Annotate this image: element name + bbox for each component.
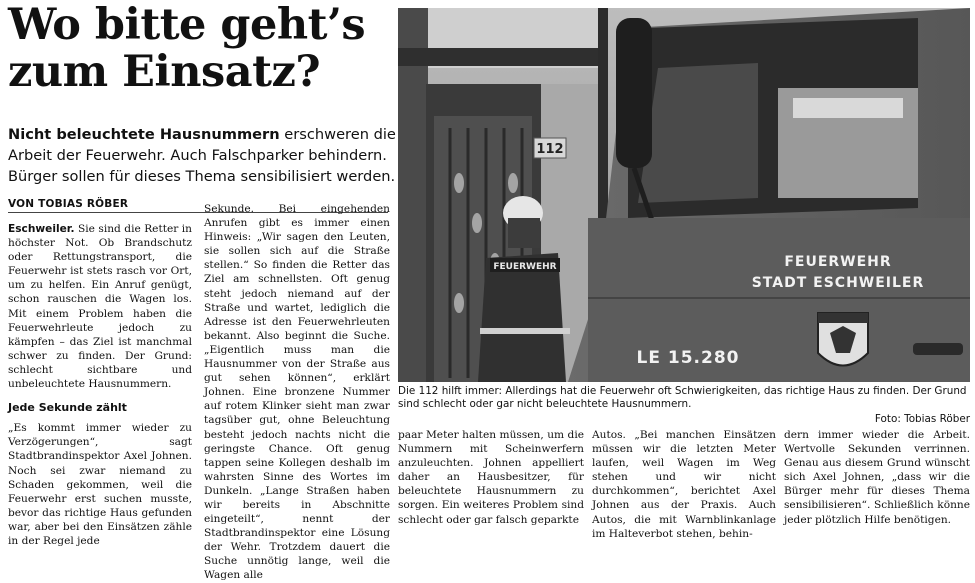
house-number: 112: [536, 142, 564, 157]
article-column-2: [204, 202, 390, 582]
paragraph-intro-text: Sie sind die Retter in höchster Not. Ob Brandschutz oder Rettungstransport, die Feuerwehr ist stets rasch vor Ort, um zu helfen. Ein Anruf genügt, schon rauschen die Wagen los. Mit einem Problem haben die Feuerwehrleute jedoch zu kämpfen – das Ziel ist manchmal schwer zu finden. Der Grund: schlecht sichtbare und unbeleuchtete Hausnummern.: [8, 223, 192, 391]
article-column-1: [8, 222, 192, 547]
truck-text-1: FEUERWEHR: [784, 254, 892, 270]
headline: [8, 2, 393, 96]
article-column-5: [784, 428, 970, 526]
truck-plate: LE 15.280: [636, 348, 740, 368]
vest-text: FEUERWEHR: [493, 262, 557, 272]
section-heading: Jede Sekunde zählt: [8, 401, 127, 415]
dateline: Eschweiler.: [8, 223, 75, 235]
photo-illustration: [398, 8, 970, 382]
photo-credit: Foto: Tobias Röber: [874, 413, 970, 425]
subheadline-lead: Nicht beleuchtete Hausnummern: [8, 126, 280, 143]
subheadline-rest: erschweren die Arbeit der Feuerwehr. Auch Falschparker behindern. Bürger sollen für dieses Thema sensibilisiert werden.: [8, 126, 396, 185]
paragraph-col3: paar Meter halten müssen, um die Nummern mit Scheinwerfern anzuleuchten. Johnen appelliert daher an Hausbesitzer, für beleuchtete Hausnummern zu sorgen. Ein weiteres Problem sind schlecht oder gar falsch geparkte: [398, 429, 584, 526]
subheadline: [8, 124, 398, 187]
article-column-3: [398, 428, 584, 526]
headline-line-2: zum Einsatz?: [8, 47, 321, 97]
coat-of-arms-icon: [818, 313, 868, 366]
paragraph-intro: [8, 222, 192, 391]
article-column-4: [592, 428, 776, 540]
photo-caption: Die 112 hilft immer: Allerdings hat die Feuerwehr oft Schwierigkeiten, das richtige Haus zu finden. Der Grund sind schlecht oder gar nicht beleuchtete Hausnummern.: [398, 385, 967, 410]
paragraph-col4: Autos. „Bei manchen Einsätzen müssen wir die letzten Meter laufen, weil Wagen im Weg stehen und wir nicht durchkommen“, berichtet Axel Johnen aus der Praxis. Auch Autos, die mit Warnblinkanlage im Halteverbot stehen, behin-: [592, 429, 776, 540]
byline: VON TOBIAS RÖBER: [8, 198, 129, 210]
paragraph-col5: dern immer wieder die Arbeit. Wertvolle Sekunden verrinnen. Genau aus diesem Grund wünscht sich Axel Johnen, „dass wir die Bürger mehr für dieses Thema sensibilisieren“. Schließlich könne jeder plötzlich Hilfe benötigen.: [784, 429, 970, 526]
truck-text-2: STADT ESCHWEILER: [751, 275, 925, 291]
article-photo: [398, 8, 970, 382]
headline-line-1: Wo bitte geht’s: [8, 0, 366, 50]
paragraph-quote: „Es kommt immer wieder zu Verzögerungen“, sagt Stadtbrandinspektor Axel Johnen. Noch sei zwar niemand zu Schaden gekommen, weil die Feuerwehr erst suchen musste, bevor das richtige Haus gefunden war, aber bei den Einsätzen zähle in der Regel jede: [8, 422, 192, 547]
paragraph-col2: Sekunde. Bei eingehenden Anrufen gibt es immer einen Hinweis: „Wir sagen den Leuten, sie sollen sich auf die Straße stellen.“ So finden die Retter das Ziel am schnellsten. Oft genug steht jedoch niemand auf der Straße und wartet, lediglich die Adresse ist den Feuerwehrleuten bekannt. Also beginnt die Suche. „Eigentlich muss man die Hausnummer von der Straße aus gut sehen können“, erklärt Johnen. Eine bronzene Nummer auf rotem Klinker sieht man zwar tagsüber gut, ohne Beleuchtung besteht jedoch nachts nicht die geringste Chance. Oft genug tappen seine Kollegen deshalb im wahrsten Sinne des Wortes im Dunkeln. „Lange Straßen haben wir bereits in Abschnitte eingeteilt“, nennt der Stadtbrandinspektor eine Lösung der Wehr. Trotzdem dauert die Suche unnötig lange, weil die Wagen alle: [204, 203, 390, 582]
